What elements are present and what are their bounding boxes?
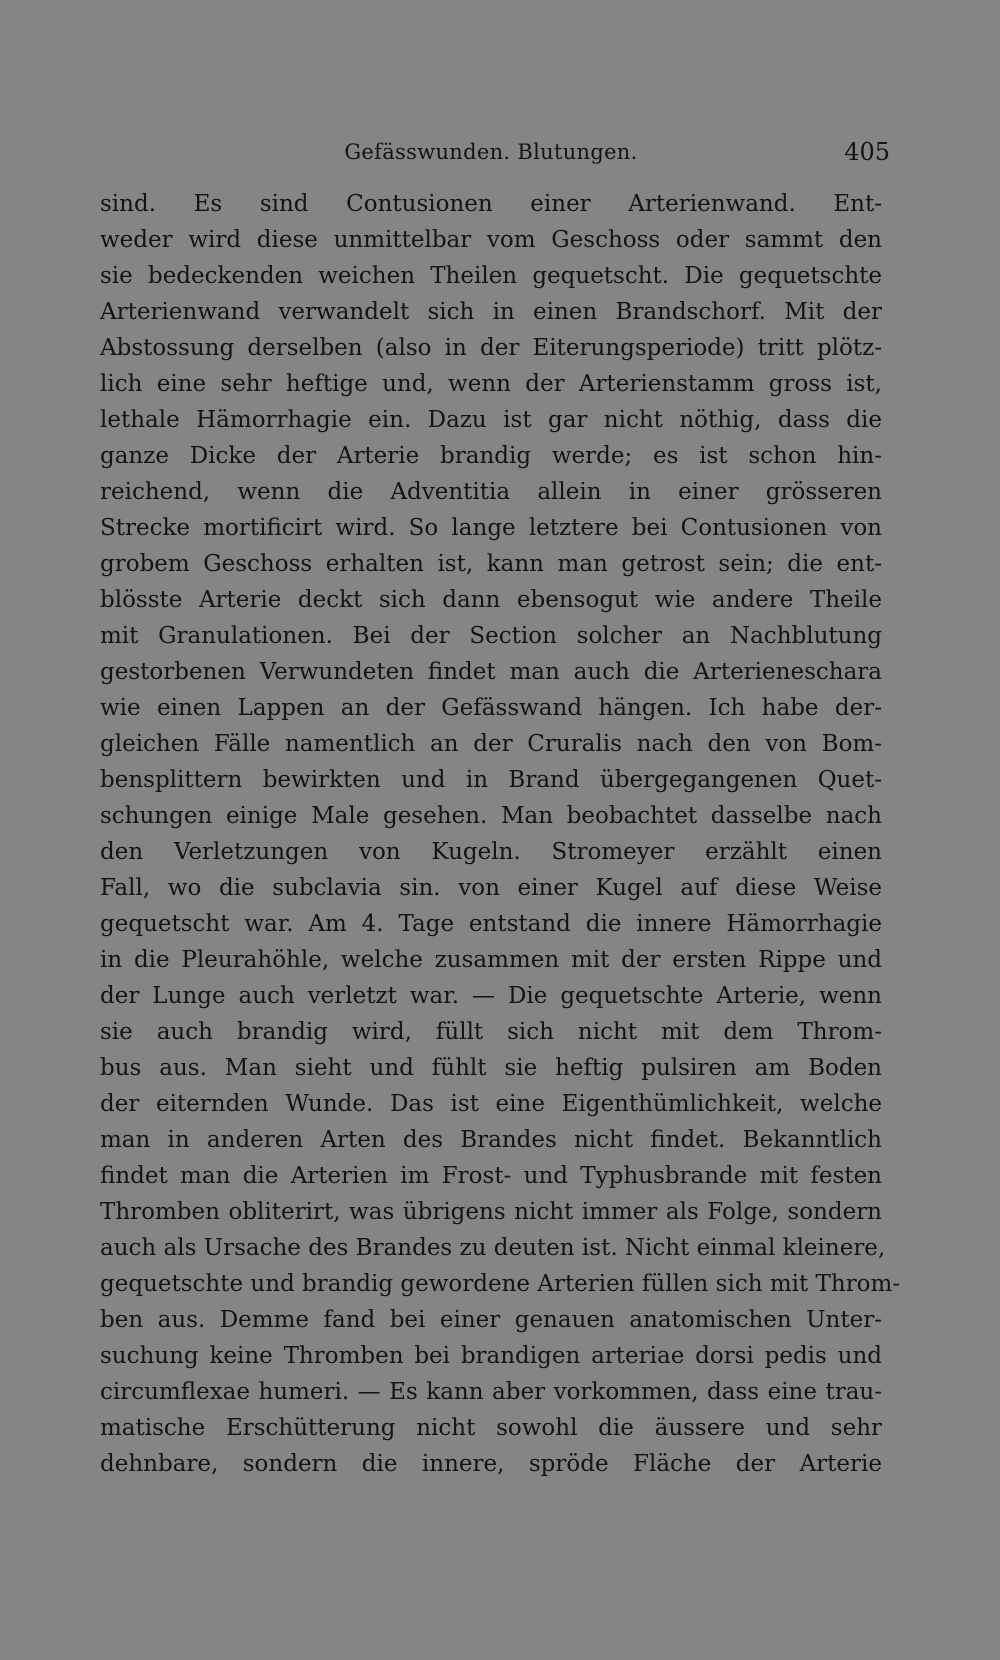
text-line: dehnbare, sondern die innere, spröde Fläche der Arterie xyxy=(100,1451,882,1477)
text-line: gequetschte und brandig gewordene Arterien füllen sich mit Throm- xyxy=(100,1271,901,1297)
text-line: sind. Es sind Contusionen einer Arterienwand. Ent- xyxy=(100,191,882,217)
text-line: ben aus. Demme fand bei einer genauen anatomischen Unter- xyxy=(100,1307,882,1333)
text-line: mit Granulationen. Bei der Section solcher an Nachblutung xyxy=(100,623,882,649)
running-title: Gefässwunden. Blutungen. xyxy=(344,140,638,164)
text-line: blösste Arterie deckt sich dann ebensogut wie andere Theile xyxy=(100,587,882,613)
text-line: den Verletzungen von Kugeln. Stromeyer erzählt einen xyxy=(100,839,882,865)
text-line: der eiternden Wunde. Das ist eine Eigenthümlichkeit, welche xyxy=(100,1091,882,1117)
text-line: Fall, wo die subclavia sin. von einer Kugel auf diese Weise xyxy=(100,875,882,901)
text-line: gestorbenen Verwundeten findet man auch die Arterieneschara xyxy=(100,659,882,685)
text-line: circumflexae humeri. — Es kann aber vorkommen, dass eine trau- xyxy=(100,1379,882,1405)
text-line: Strecke mortificirt wird. So lange letztere bei Contusionen von xyxy=(100,515,882,541)
text-line: auch als Ursache des Brandes zu deuten ist. Nicht einmal kleinere, xyxy=(100,1235,886,1261)
text-line: Thromben obliterirt, was übrigens nicht immer als Folge, sondern xyxy=(100,1199,882,1225)
text-line: sie bedeckenden weichen Theilen gequetscht. Die gequetschte xyxy=(100,263,882,289)
text-line: gequetscht war. Am 4. Tage entstand die innere Hämorrhagie xyxy=(100,911,882,937)
text-line: wie einen Lappen an der Gefässwand hängen. Ich habe der- xyxy=(100,695,882,721)
text-line: matische Erschütterung nicht sowohl die äussere und sehr xyxy=(100,1415,882,1441)
text-line: der Lunge auch verletzt war. — Die gequetschte Arterie, wenn xyxy=(100,983,882,1009)
text-line: man in anderen Arten des Brandes nicht findet. Bekanntlich xyxy=(100,1127,882,1153)
text-line: bus aus. Man sieht und fühlt sie heftig pulsiren am Boden xyxy=(100,1055,882,1081)
text-line: weder wird diese unmittelbar vom Geschoss oder sammt den xyxy=(100,227,882,253)
body-text xyxy=(100,186,901,1482)
text-line: ganze Dicke der Arterie brandig werde; es ist schon hin- xyxy=(100,443,882,469)
text-line: grobem Geschoss erhalten ist, kann man getrost sein; die ent- xyxy=(100,551,882,577)
running-head xyxy=(100,134,890,170)
text-line: suchung keine Thromben bei brandigen arteriae dorsi pedis und xyxy=(100,1343,882,1369)
text-line: reichend, wenn die Adventitia allein in einer grösseren xyxy=(100,479,882,505)
text-line: in die Pleurahöhle, welche zusammen mit der ersten Rippe und xyxy=(100,947,882,973)
text-line: gleichen Fälle namentlich an der Cruralis nach den von Bom- xyxy=(100,731,882,757)
text-line: Abstossung derselben (also in der Eiterungsperiode) tritt plötz- xyxy=(100,335,882,361)
text-line: bensplittern bewirkten und in Brand übergegangenen Quet- xyxy=(100,767,882,793)
text-line: sie auch brandig wird, füllt sich nicht mit dem Throm- xyxy=(100,1019,882,1045)
text-line: Arterienwand verwandelt sich in einen Brandschorf. Mit der xyxy=(100,299,882,325)
text-line: schungen einige Male gesehen. Man beobachtet dasselbe nach xyxy=(100,803,882,829)
text-line: lich eine sehr heftige und, wenn der Arterienstamm gross ist, xyxy=(100,371,882,397)
text-line: lethale Hämorrhagie ein. Dazu ist gar nicht nöthig, dass die xyxy=(100,407,882,433)
text-line: findet man die Arterien im Frost- und Typhusbrande mit festen xyxy=(100,1163,882,1189)
page-number: 405 xyxy=(844,138,890,166)
